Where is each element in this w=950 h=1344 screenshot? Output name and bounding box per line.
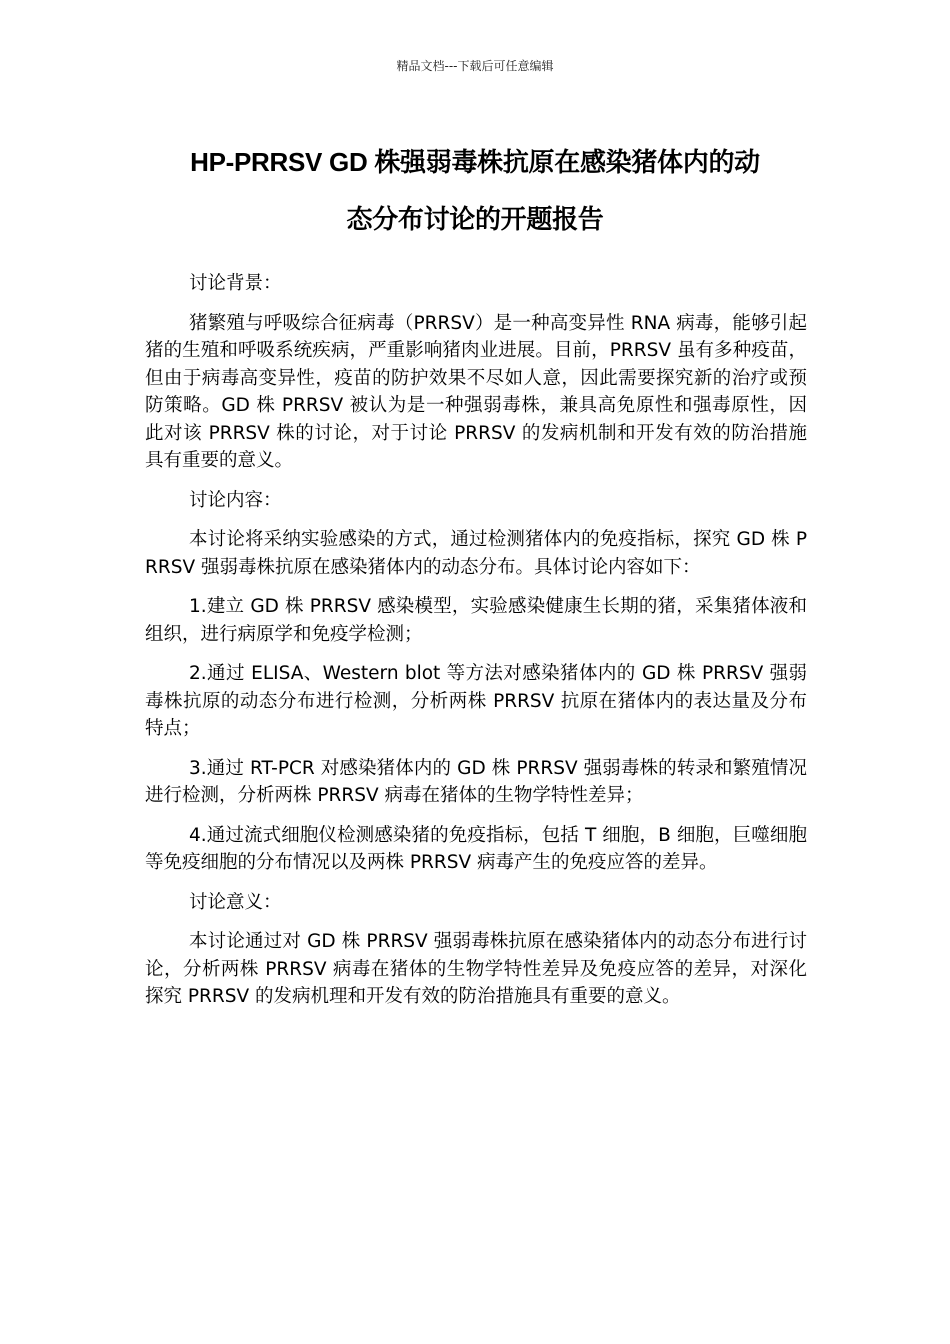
content-item-1: 1.建立 GD 株 PRRSV 感染模型，实验感染健康生长期的猪，采集猪体液和组织，进行病原学和免疫学检测； xyxy=(145,596,807,645)
background-paragraph: 猪繁殖与呼吸综合征病毒（PRRSV）是一种高变异性 RNA 病毒，能够引起猪的生殖和呼吸系统疾病，严重影响猪肉业进展。目前，PRRSV 虽有多种疫苗，但由于病毒高变异性，疫苗的防护效果不尽如人意，因此需要探究新的治疗或预防策略。GD 株 PRRSV 被认为是一种强弱毒株，兼具高免原性和强毒原性，因此对该 PRRSV 株的讨论，对于讨论 PRRSV 的发病机制和开发有效的防治措施具有重要的意义。 xyxy=(145,312,807,471)
background-heading: 讨论背景： xyxy=(189,273,282,294)
document-title xyxy=(110,134,840,248)
significance-paragraph: 本讨论通过对 GD 株 PRRSV 强弱毒株抗原在感染猪体内的动态分布进行讨论，分析两株 PRRSV 病毒在猪体的生物学特性差异及免疫应答的差异，对深化探究 PRRSV 的发病机理和开发有效的防治措施具有重要的意义。 xyxy=(145,931,807,1007)
content-intro-paragraph: 本讨论将采纳实验感染的方式，通过检测猪体内的免疫指标，探究 GD 株 PRRSV 强弱毒株抗原在感染猪体内的动态分布。具体讨论内容如下： xyxy=(145,529,807,578)
content-item-2: 2.通过 ELISA、Western blot 等方法对感染猪体内的 GD 株 PRRSV 强弱毒株抗原的动态分布进行检测，分析两株 PRRSV 抗原在猪体内的表达量及分布特点； xyxy=(145,663,807,739)
content-heading: 讨论内容： xyxy=(189,489,282,511)
content-item-3: 3.通过 RT-PCR 对感染猪体内的 GD 株 PRRSV 强弱毒株的转录和繁殖情况进行检测，分析两株 PRRSV 病毒在猪体的生物学特性差异； xyxy=(145,757,807,806)
document-body xyxy=(145,270,807,1023)
header-note: 精品文档---下载后可任意编辑 xyxy=(396,59,554,73)
title-line-2: 态分布讨论的开题报告 xyxy=(346,204,604,234)
content-item-4: 4.通过流式细胞仪检测感染猪的免疫指标，包括 T 细胞，B 细胞，巨噬细胞等免疫细胞的分布情况以及两株 PRRSV 病毒产生的免疫应答的差异。 xyxy=(145,824,807,873)
title-line-1: HP-PRRSV GD 株强弱毒株抗原在感染猪体内的动 xyxy=(190,147,760,177)
significance-heading: 讨论意义： xyxy=(189,891,282,913)
